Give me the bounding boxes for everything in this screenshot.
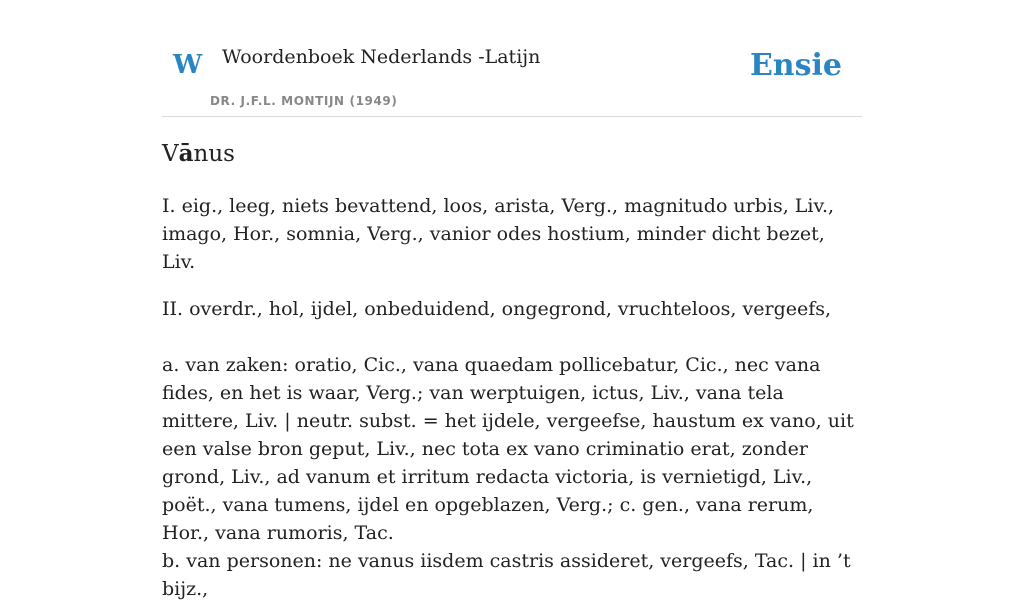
header [162, 0, 862, 117]
subsense-b: b. van personen: ne vanus iisdem castris assideret, vergeefs, Tac. | in ’t bijz., [162, 550, 851, 600]
sense-2: II. overdr., hol, ijdel, onbeduidend, ongegrond, vruchteloos, vergeefs, [162, 298, 832, 320]
headword-end: nus [193, 141, 235, 167]
dictionary-logo[interactable]: W [173, 50, 203, 80]
dictionary-title-link[interactable]: Woordenboek Nederlands -Latijn [222, 46, 541, 68]
dictionary-author: DR. J.F.L. MONTIJN (1949) [210, 94, 398, 108]
headword [162, 140, 235, 169]
page [162, 0, 862, 600]
sense-1: I. eig., leeg, niets bevattend, loos, arista, Verg., magnitudo urbis, Liv., imago, Hor., somnia, Verg., vanior odes hostium, minder dicht bezet, Liv. [162, 195, 835, 273]
headword-start: V [162, 141, 179, 167]
subsense-a: a. van zaken: oratio, Cic., vana quaedam pollicebatur, Cic., nec vana fides, en het is waar, Verg.; van werptuigen, ictus, Liv., vana tela mittere, Liv. | neutr. subst. = het ijdele, vergeefse, haustum ex vano, uit een valse bron geput, Liv., nec tota ex vano criminatio erat, zonder grond, Liv., ad vanum et irritum redacta victoria, is vernietigd, Liv., poët., vana tumens, ijdel en opgeblazen, Verg.; c. gen., vana rerum, Hor., vana rumoris, Tac. [162, 354, 854, 544]
headword-macron-letter: ā [178, 140, 194, 167]
entry-definition [162, 192, 862, 603]
ensie-logo-link[interactable]: Ensie [749, 48, 842, 83]
